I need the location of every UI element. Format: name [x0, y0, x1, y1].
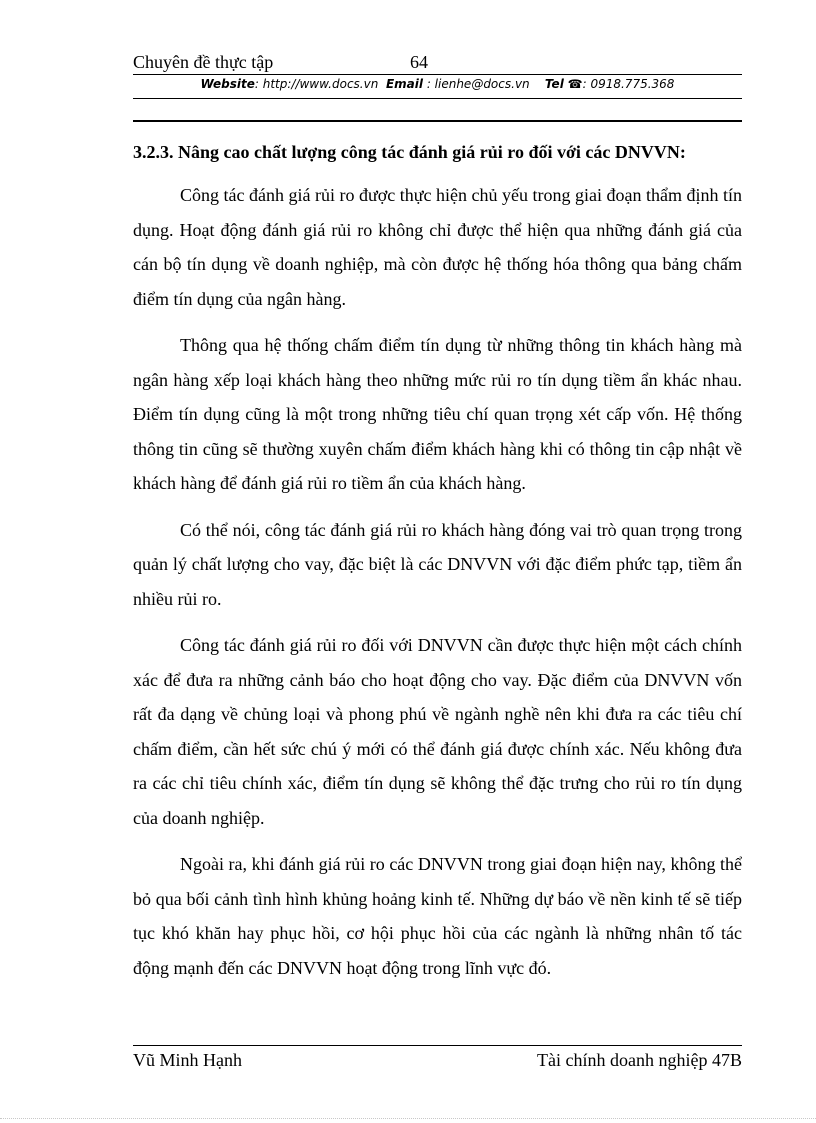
header-title: Chuyên đề thực tập	[133, 52, 274, 72]
footer-author: Vũ Minh Hạnh	[133, 1050, 242, 1070]
paragraph: Công tác đánh giá rủi ro được thực hiện chủ yếu trong giai đoạn thẩm định tín dụng. Hoạt động đánh giá rủi ro không chỉ được thể hiện qua những đánh giá của cán bộ tín dụng về doanh nghiệp, mà còn được hệ thống hóa thông qua bảng chấm điểm tín dụng của ngân hàng.	[133, 185, 742, 309]
footer-class: Tài chính doanh nghiệp 47B	[537, 1050, 742, 1070]
page-number: 64	[410, 52, 428, 72]
body-text	[133, 178, 742, 997]
email-value[interactable]: : lienhe@docs.vn	[423, 77, 530, 91]
paragraph: Có thể nói, công tác đánh giá rủi ro khách hàng đóng vai trò quan trọng trong quản lý chất lượng cho vay, đặc biệt là các DNVVN với đặc điểm phức tạp, tiềm ẩn nhiều rủi ro.	[133, 519, 742, 609]
header-divider	[133, 74, 742, 75]
header-divider-thick	[133, 120, 742, 122]
footer-divider	[133, 1045, 742, 1046]
email-label: Email	[385, 77, 423, 91]
paragraph: Thông qua hệ thống chấm điểm tín dụng từ những thông tin khách hàng mà ngân hàng xếp loại khách hàng theo những mức rủi ro tín dụng tiềm ẩn khác nhau. Điểm tín dụng cũng là một trong những tiêu chí quan trọng xét cấp vốn. Hệ thống thông tin cũng sẽ thường xuyên chấm điểm khách hàng khi có thông tin cập nhật về khách hàng để đánh giá rủi ro tiềm ẩn của khách hàng.	[133, 335, 742, 493]
website-value[interactable]: : http://www.docs.vn	[254, 77, 379, 91]
header-contact-line	[133, 77, 742, 91]
website-label: Website	[200, 77, 255, 91]
paragraph: Công tác đánh giá rủi ro đối với DNVVN cần được thực hiện một cách chính xác để đưa ra những cảnh báo cho hoạt động cho vay. Đặc điểm của DNVVN vốn rất đa dạng về chủng loại và phong phú về ngành nghề nên khi đưa ra các tiêu chí chấm điểm, cần hết sức chú ý mới có thể đánh giá được chính xác. Nếu không đưa ra các chỉ tiêu chính xác, điểm tín dụng sẽ không thể đặc trưng cho rủi ro tín dụng của doanh nghiệp.	[133, 635, 742, 828]
tel-label: Tel	[544, 77, 564, 91]
header-divider-bottom	[133, 98, 742, 99]
tel-value: : 0918.775.368	[582, 77, 675, 91]
phone-icon: ☎	[567, 77, 583, 91]
page-edge-divider	[0, 1118, 816, 1119]
section-heading: 3.2.3. Nâng cao chất lượng công tác đánh giá rủi ro đối với các DNVVN:	[133, 142, 686, 162]
paragraph: Ngoài ra, khi đánh giá rủi ro các DNVVN trong giai đoạn hiện nay, không thể bỏ qua bối cảnh tình hình khủng hoảng kinh tế. Những dự báo về nền kinh tế sẽ tiếp tục khó khăn hay phục hồi, cơ hội phục hồi của các ngành là những nhân tố tác động mạnh đến các DNVVN hoạt động trong lĩnh vực đó.	[133, 854, 742, 978]
